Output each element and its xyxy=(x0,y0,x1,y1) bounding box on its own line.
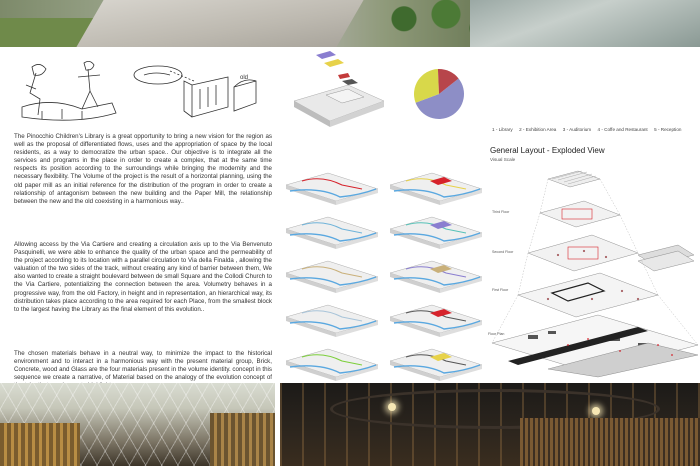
evolution-step xyxy=(390,261,482,293)
concept-sketch-figures xyxy=(12,55,122,125)
evolution-step xyxy=(286,173,378,205)
concept-sketch-buildings xyxy=(130,59,270,123)
program-pie-chart xyxy=(412,67,466,121)
program-legend xyxy=(492,127,681,132)
evolution-step xyxy=(286,349,378,381)
aerial-river xyxy=(470,0,700,47)
pie-svg xyxy=(412,67,466,121)
interior-photo-library xyxy=(280,383,700,466)
legend-item: 3 - Auditorium xyxy=(562,127,592,132)
bookshelf-wall xyxy=(520,418,700,466)
ceiling-lamp xyxy=(592,407,600,415)
floor-label-second: Second Floor xyxy=(492,250,514,254)
layout-title: General Layout - Exploded View xyxy=(490,146,605,155)
evolution-step xyxy=(390,349,482,381)
legend-item: 1 - Library xyxy=(492,127,513,132)
aerial-site-photo xyxy=(0,0,700,47)
floor-label-first: First Floor xyxy=(492,288,509,292)
legend-item: 4 - Coffe and Restaurant xyxy=(597,127,648,132)
aerial-road xyxy=(76,0,363,47)
interior-photo-atrium xyxy=(0,383,275,466)
layout-subtitle: Visual Scale xyxy=(490,157,516,162)
evolution-step xyxy=(286,261,378,293)
legend-item: 5 - Reception xyxy=(654,127,682,132)
evolution-diagrams xyxy=(282,167,482,382)
evolution-step xyxy=(390,305,482,337)
legend-item: 2 - Exhibition Area xyxy=(519,127,557,132)
sketch-old-label: old xyxy=(240,75,249,81)
bookshelf-left xyxy=(0,423,80,466)
intro-paragraph: The Pinocchio Children's Library is a great opportunity to bring a new vision for the region as well as the proposal of differentiated flows, uses and the appropriation of space by the local residents, as a way to democratize the urban space.. Our objective is to integrate all the services and programs in the place in order to create a complex, that at the same time respects its position according to the surroundings while bringing the modernity and the necessary flexibility. The Volume of the project is the result of a horizontal planning, using the old paper mill as an initial reference for the distribution of the program in order to create a relationship of antagonism between the new building and the Paper Mill, the relationship between the new and the old coexisting in a harmonious way.. xyxy=(14,133,272,205)
evolution-step xyxy=(390,217,482,249)
materials-paragraph: The chosen materials behave in a neutral way, to minimize the impact to the historical environment and to interact in a harmonious way with the present material group, Brick, Concrete, wood and Glass are the four materials present in the volume identity. concept in this sequence we create a narrative, of Material based on the analogy of the evolution concept of xyxy=(14,350,272,382)
evolution-step xyxy=(286,217,378,249)
evolution-step xyxy=(390,173,482,205)
floor-label-third: Third Floor xyxy=(492,210,510,214)
floor-label-plan: Floor Plan xyxy=(488,332,505,336)
exploded-view-diagram xyxy=(488,165,700,380)
evolution-step xyxy=(286,305,378,337)
site-axonometric-model xyxy=(288,51,388,131)
ceiling-lamp xyxy=(388,403,396,411)
bookshelf-right xyxy=(210,413,275,466)
access-paragraph: Allowing access by the Via Cartiere and creating a circulation axis up to the Via Benvenuto Pasquinelli, we were able to enhance the quality of the urban space and the permeability of the project according to its location with a parallel circulation to Via della Finalda , allowing the valuation of the two sides of the track, without creating any kind of barrier between them, We also wanted to create a straight boulevard between de small Square and the Collodi Church to the Via Cartiere, potentializing the connection between the area. Volumetry behaves in a progressive way, from the old Factory, in height and in representation, an hierarchical way, its distribution takes place according to the area required for each Place, from the smallest block to the largest having the Library as the final element of this evolution.. xyxy=(14,241,272,313)
main-panel xyxy=(0,47,700,383)
